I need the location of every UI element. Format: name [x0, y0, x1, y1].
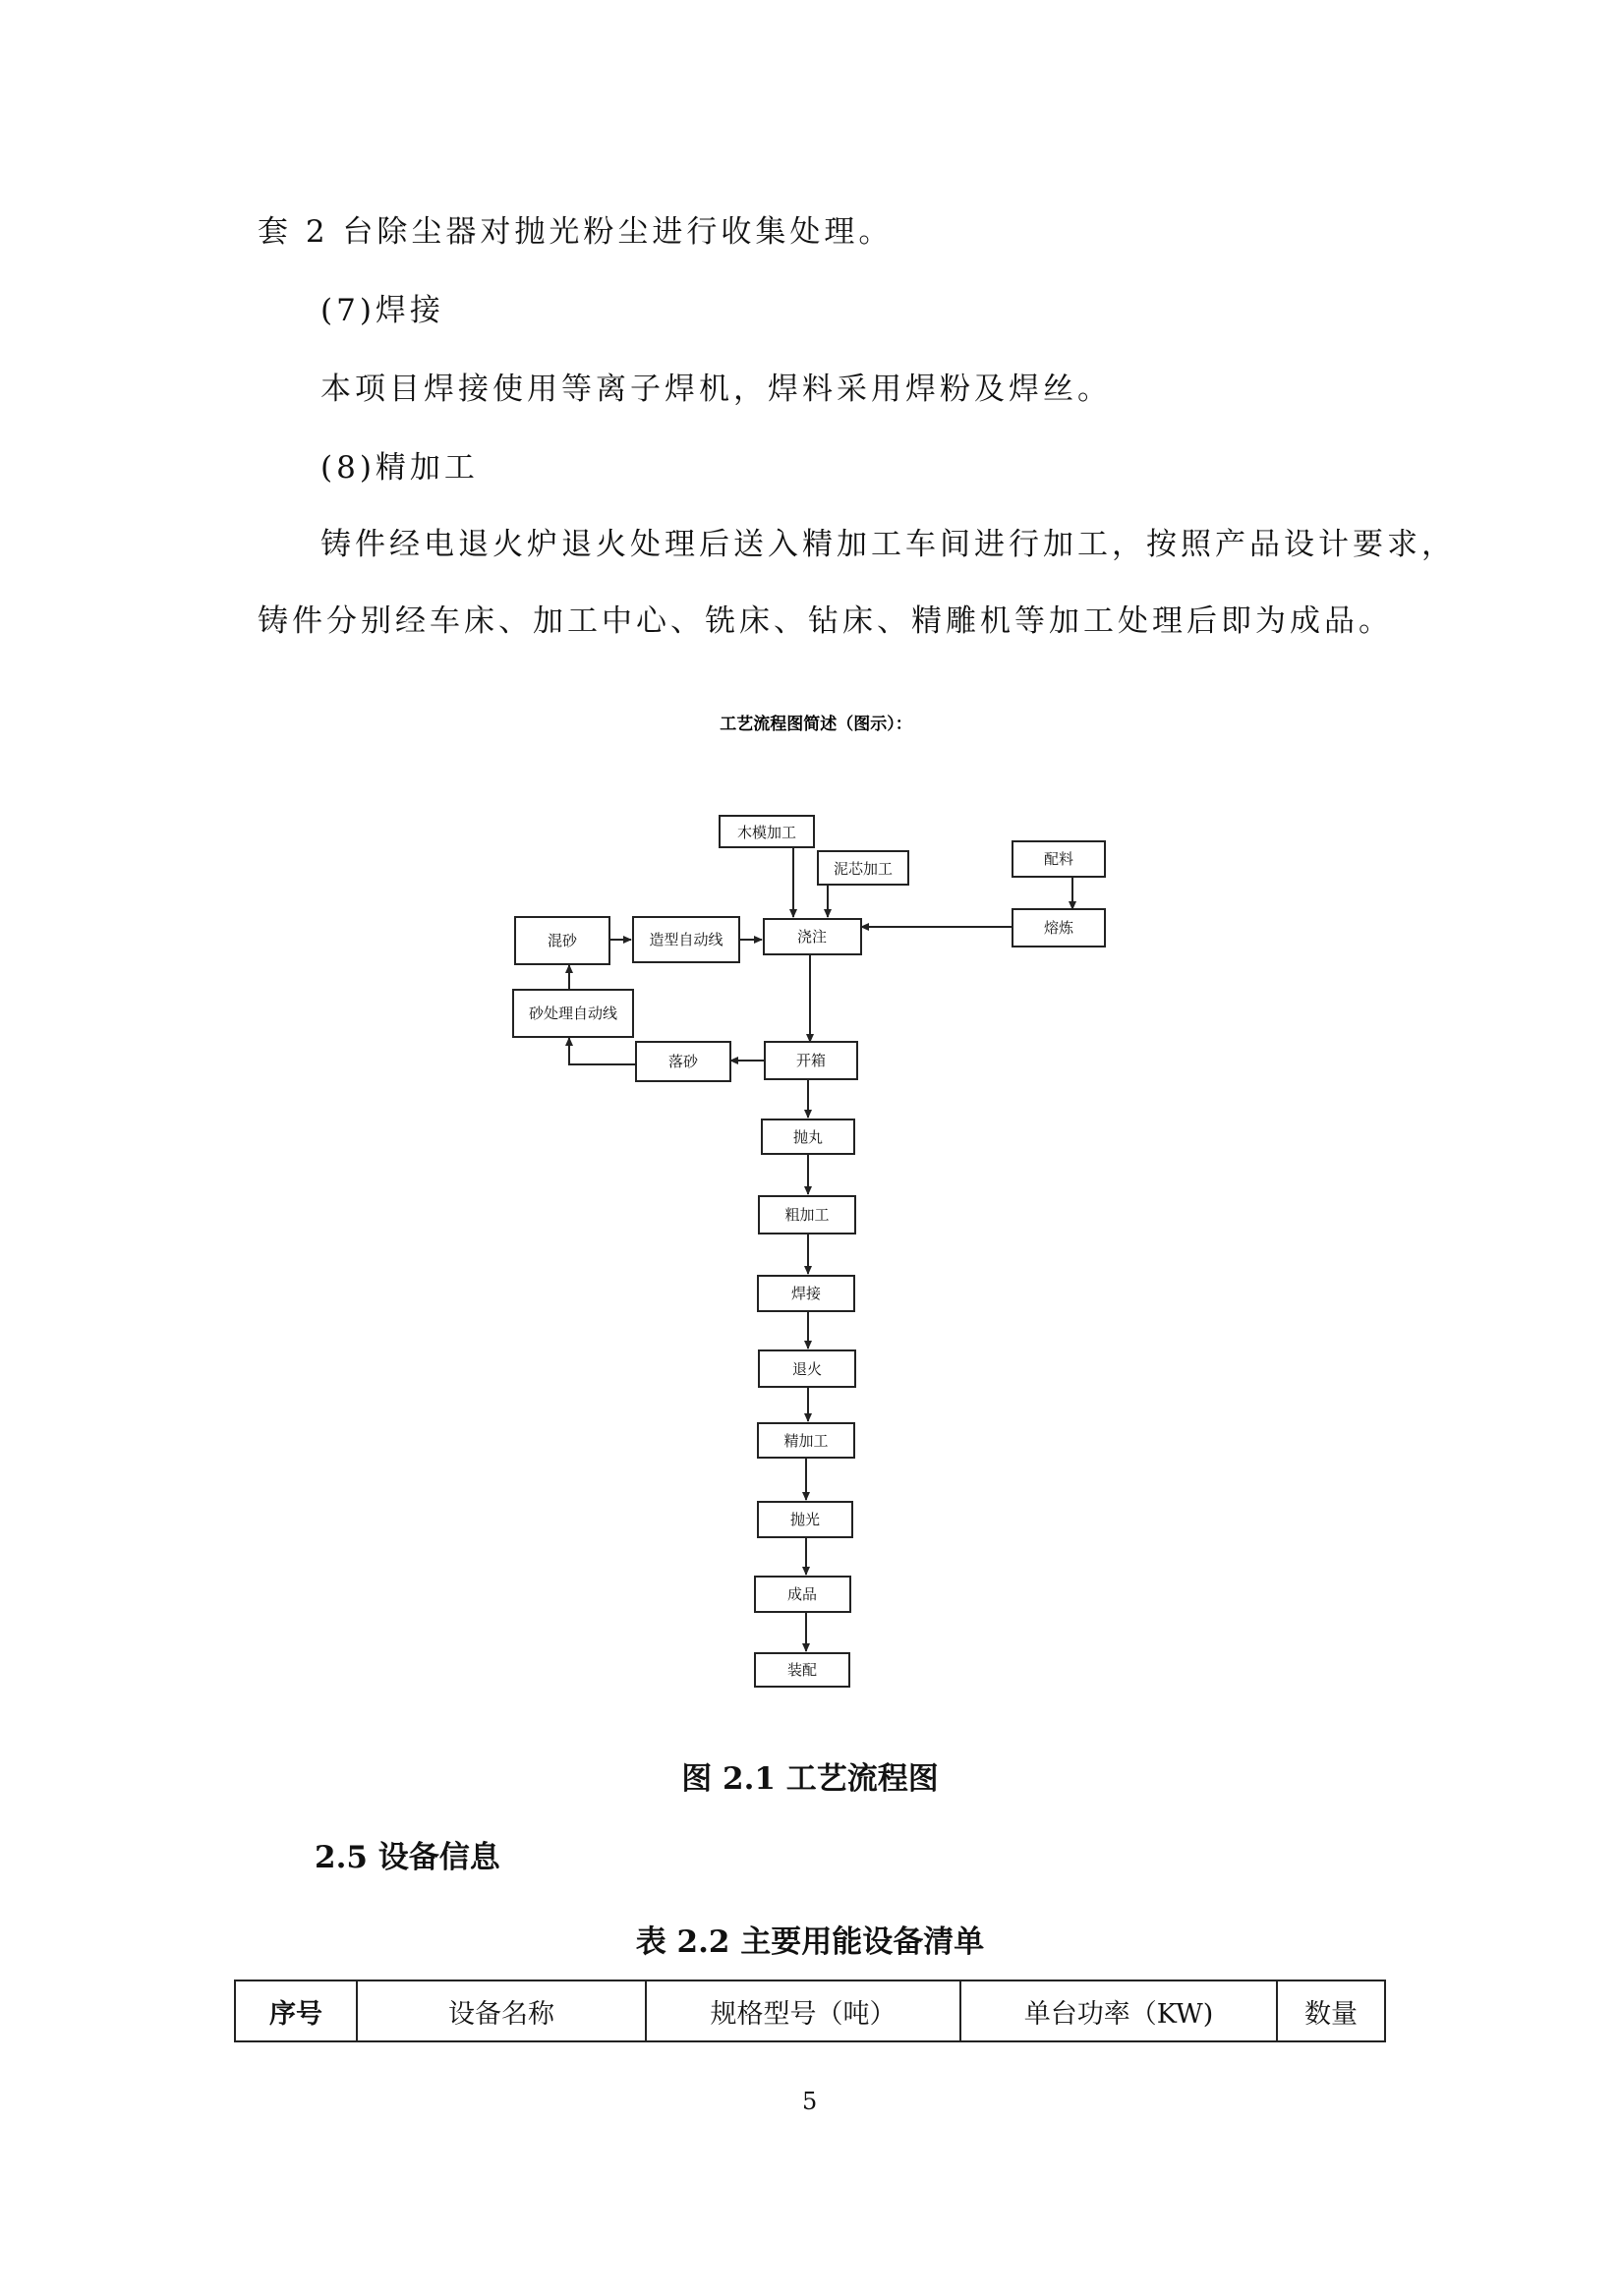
body-text-line-8b: 铸件分别经车床、加工中心、铣床、钻床、精雕机等加工处理后即为成品。	[258, 603, 1393, 639]
svg-text:精加工: 精加工	[783, 1433, 829, 1450]
equipment-table	[234, 1980, 1386, 2042]
box-jiaozhu	[764, 919, 861, 954]
body-text-line-1: 套 2 台除尘器对抛光粉尘进行收集处理。	[258, 214, 894, 250]
svg-text:开箱: 开箱	[795, 1053, 827, 1069]
svg-text:粗加工: 粗加工	[784, 1207, 830, 1224]
box-paoguang	[758, 1502, 852, 1537]
box-paowan	[762, 1119, 854, 1154]
svg-text:焊接: 焊接	[790, 1286, 822, 1302]
box-kaixiang	[765, 1042, 857, 1079]
svg-text:熔炼: 熔炼	[1043, 920, 1074, 937]
box-hanjie	[758, 1276, 854, 1311]
section-heading-7: (7)焊接	[320, 293, 444, 328]
svg-text:退火: 退火	[791, 1361, 823, 1378]
svg-text:泥芯加工: 泥芯加工	[833, 861, 894, 878]
table-title: 表 2.2 主要用能设备清单	[635, 1924, 985, 1960]
box-luosha	[636, 1042, 730, 1081]
svg-text:抛光: 抛光	[789, 1512, 821, 1528]
box-cujiagong	[759, 1196, 855, 1234]
box-jingjiagong	[758, 1423, 854, 1458]
svg-text:木模加工: 木模加工	[736, 825, 797, 841]
box-hunsha	[515, 917, 609, 964]
svg-text:成品: 成品	[786, 1586, 818, 1603]
box-zaoxing-zidongxian	[633, 917, 739, 962]
col-header-model: 规格型号（吨）	[646, 1980, 960, 2041]
table-header-row	[235, 1980, 1385, 2041]
box-chengpin	[755, 1577, 850, 1612]
diagram-title: 工艺流程图简述（图示）：	[720, 715, 912, 733]
svg-text:抛丸: 抛丸	[792, 1129, 824, 1146]
box-zhuangpei	[755, 1653, 849, 1687]
body-text-line-8a: 铸件经电退火炉退火处理后送入精加工车间进行加工，按照产品设计要求，	[320, 527, 1456, 562]
box-ronglian	[1012, 909, 1105, 947]
col-header-power: 单台功率（KW)	[960, 1980, 1277, 2041]
svg-text:浇注: 浇注	[796, 929, 828, 946]
section-heading-2-5: 2.5 设备信息	[315, 1840, 500, 1875]
box-tuihuo	[759, 1350, 855, 1387]
svg-text:落砂: 落砂	[667, 1054, 699, 1070]
col-header-quantity: 数量	[1277, 1980, 1385, 2041]
svg-text:砂处理自动线: 砂处理自动线	[528, 1005, 618, 1022]
page-number: 5	[802, 2088, 818, 2115]
svg-text:装配: 装配	[786, 1662, 818, 1679]
section-heading-8: (8)精加工	[320, 450, 479, 486]
box-mumo-jiagong	[720, 816, 814, 847]
svg-text:混砂: 混砂	[547, 933, 578, 949]
box-nixin-jiagong	[818, 851, 908, 885]
svg-text:造型自动线: 造型自动线	[649, 932, 723, 948]
col-header-name: 设备名称	[357, 1980, 646, 2041]
figure-caption: 图 2.1 工艺流程图	[681, 1761, 939, 1797]
body-text-line-7: 本项目焊接使用等离子焊机，焊料采用焊粉及焊丝。	[320, 372, 1112, 407]
arrow-luosha-shachuli	[569, 1038, 636, 1064]
box-peiliao	[1012, 841, 1105, 877]
col-header-index: 序号	[235, 1980, 357, 2041]
box-shachuli-zidongxian	[513, 990, 633, 1037]
svg-text:配料: 配料	[1043, 851, 1074, 868]
